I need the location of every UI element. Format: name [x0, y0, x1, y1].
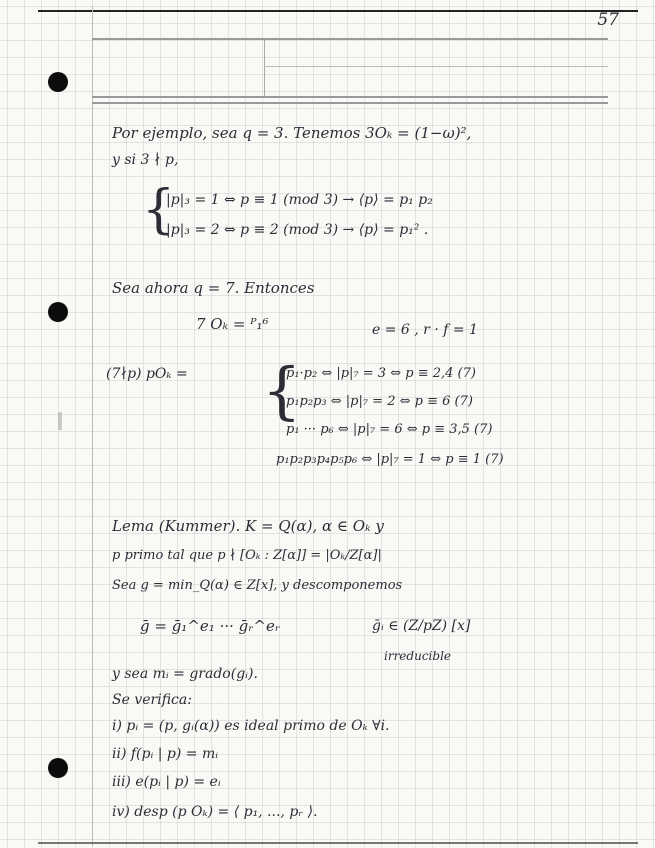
left-brace: { [142, 180, 176, 240]
text-line: p₁·p₂ ⇔ |p|₇ = 3 ⇔ p ≡ 2,4 (7) [286, 366, 476, 381]
text-line: ḡ = ḡ₁^e₁ ··· ḡᵣ^eᵣ [140, 617, 281, 635]
punch-hole [48, 72, 68, 92]
page-number: 57 [597, 10, 619, 30]
text-line: y sea mᵢ = grado(gᵢ). [112, 666, 258, 682]
section-rule [92, 102, 608, 104]
header-box [92, 38, 608, 98]
text-line: i) pᵢ = (p, gᵢ(α)) es ideal primo de Oₖ ∀i. [112, 718, 390, 734]
text-line: p₁ ··· p₆ ⇔ |p|₇ = 6 ⇔ p ≡ 3,5 (7) [286, 422, 493, 437]
left-margin-line [92, 6, 93, 846]
text-line: |p|₃ = 2 ⇔ p ≡ 2 (mod 3) → ⟨p⟩ = p₁² . [166, 222, 429, 238]
lemma-title: Lema (Kummer). K = Q(α), α ∈ Oₖ y [112, 517, 384, 535]
punch-hole [48, 302, 68, 322]
text-line: y si 3 ∤ p, [112, 152, 179, 168]
text-line: |p|₃ = 1 ⇔ p ≡ 1 (mod 3) → ⟨p⟩ = p₁ p₂ [166, 192, 433, 208]
punch-hole [48, 758, 68, 778]
text-line: Sea g = min_Q(α) ∈ Z[x], y descomponemos [112, 578, 403, 593]
top-edge-line [38, 10, 638, 12]
bottom-edge-line [38, 842, 638, 844]
text-line: Se verifica: [112, 692, 192, 708]
text-line: Por ejemplo, sea q = 3. Tenemos 3Oₖ = (1−ω)², [112, 124, 472, 142]
text-line: p₁p₂p₃ ⇔ |p|₇ = 2 ⇔ p ≡ 6 (7) [286, 394, 473, 409]
text-line: iii) e(pᵢ | p) = eᵢ [112, 774, 221, 790]
margin-mark [58, 412, 62, 430]
text-line: irreducible [384, 649, 452, 663]
text-line: p₁p₂p₃p₄p₅p₆ ⇔ |p|₇ = 1 ⇔ p ≡ 1 (7) [276, 452, 504, 467]
text-line: p primo tal que p ∤ [Oₖ : Z[α]] = |Oₖ/Z[α]| [112, 548, 382, 563]
left-brace: { [262, 354, 302, 427]
text-line: ii) f(pᵢ | p) = mᵢ [112, 746, 219, 762]
text-line: Sea ahora q = 7. Entonces [112, 279, 315, 297]
text-line: ḡᵢ ∈ (Z/pZ) [x] [372, 618, 471, 634]
text-line: iv) desp (p Oₖ) = ⟨ p₁, ..., pᵣ ⟩. [112, 804, 318, 820]
text-line: 7 Oₖ = ᴾ₁⁶ [196, 315, 269, 333]
text-line: e = 6 , r · f = 1 [372, 322, 478, 338]
text-line: (7∤p) pOₖ = [106, 366, 188, 382]
